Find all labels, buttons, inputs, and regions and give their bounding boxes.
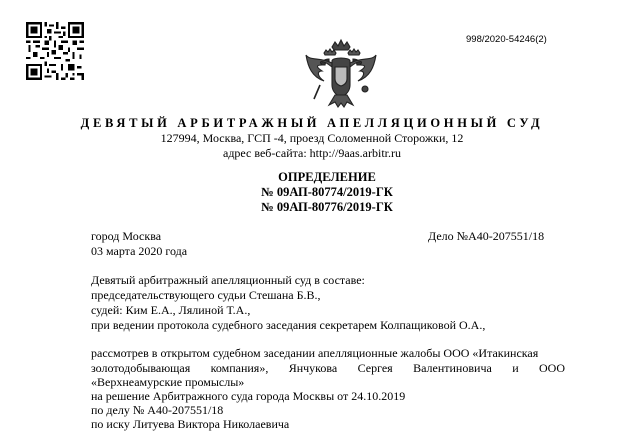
body-line-8: на решение Арбитражного суда города Москвы от 24.10.2019 — [91, 389, 406, 403]
court-address: 127994, Москва, ГСП -4, проезд Соломенной Сторожки, 12 — [160, 131, 464, 145]
body-line-10: по иску Литуева Виктора Николаевича — [91, 417, 290, 431]
body-line-2: председательствующего судьи Стешана Б.В., — [91, 288, 321, 302]
document-type: ОПРЕДЕЛЕНИЕ — [278, 170, 376, 184]
case-number: Дело №А40-207551/18 — [428, 229, 545, 243]
appeal-number-2: № 09АП-80776/2019-ГК — [261, 200, 393, 214]
body-line-7: «Верхнеамурские промыслы» — [91, 375, 245, 389]
coat-of-arms-icon — [302, 37, 380, 109]
city: город Москва — [91, 229, 162, 243]
body-line-4: при ведении протокола судебного заседания секретарем Колпащиковой О.А., — [91, 318, 486, 332]
court-title: ДЕВЯТЫЙ АРБИТРАЖНЫЙ АПЕЛЛЯЦИОННЫЙ СУД — [80, 116, 544, 130]
body-line-5: рассмотрев в открытом судебном заседании апелляционные жалобы ООО «Итакинская — [91, 346, 539, 360]
body-line-9: по делу № А40-207551/18 — [91, 403, 224, 417]
date: 03 марта 2020 года — [91, 244, 188, 258]
body-line-1: Девятый арбитражный апелляционный суд в составе: — [91, 273, 365, 287]
appeal-number-1: № 09АП-80774/2019-ГК — [261, 185, 393, 199]
body-line-6: золотодобывающая компания», Янчукова Сергея Валентиновича и ООО — [91, 361, 565, 375]
body-line-3: судей: Ким Е.А., Лялиной Т.А., — [91, 303, 251, 317]
court-website: адрес веб-сайта: http://9aas.arbitr.ru — [223, 146, 401, 160]
qr-code — [26, 22, 84, 80]
document-id: 998/2020-54246(2) — [466, 34, 547, 45]
